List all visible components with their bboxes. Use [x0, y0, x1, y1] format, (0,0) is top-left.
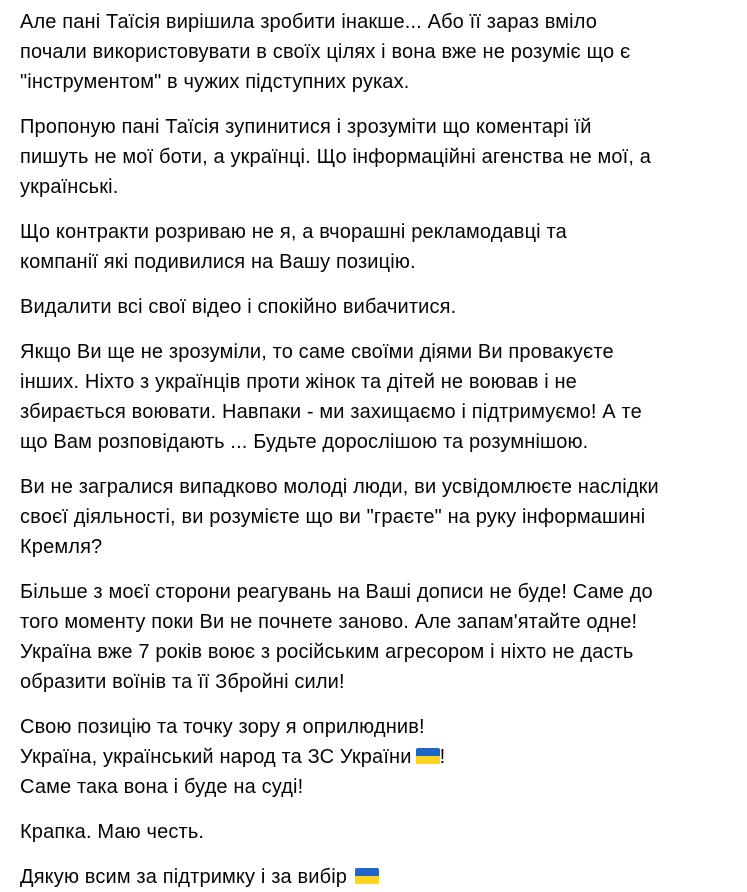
text-line: що Вам розповідають ... Будьте дорослішою та розумнішою.	[20, 431, 589, 453]
text-line: образити воїнів та її Збройні сили!	[20, 671, 345, 693]
text-line: інших. Ніхто з українців проти жінок та дітей не воював і не	[20, 371, 577, 393]
text-line: Видалити всі свої відео і спокійно вибачитися.	[20, 296, 457, 318]
text-line: Свою позицію та точку зору я оприлюднив!	[20, 716, 425, 738]
text-line: українські.	[20, 176, 119, 198]
text-line: Якщо Ви ще не зрозуміли, то саме своїми діями Ви провакуєте	[20, 341, 614, 363]
text-line-with-flag	[20, 862, 729, 892]
text-line: Україна вже 7 років воює з російським агресором і ніхто не дасть	[20, 641, 634, 663]
text-line: почали використовувати в своїх цілях і вона вже не розуміє що є	[20, 41, 631, 63]
paragraph-7	[20, 577, 729, 697]
paragraph-10	[20, 862, 729, 892]
text-line: того моменту поки Ви не почнете заново. Але запам'ятайте одне!	[20, 611, 638, 633]
text-line: Що контракти розриваю не я, а вчорашні рекламодавці та	[20, 221, 567, 243]
paragraph-4	[20, 292, 729, 322]
text-line: Саме така вона і буде на суді!	[20, 776, 304, 798]
paragraph-6	[20, 472, 729, 562]
text-line: Крапка. Маю честь.	[20, 821, 205, 843]
text-line: Пропоную пані Таїсія зупинитися і зрозуміти що коментарі їй	[20, 116, 592, 138]
text-line: Але пані Таїсія вирішила зробити інакше... Або її зараз вміло	[20, 11, 598, 33]
text-line: компанії які подивилися на Вашу позицію.	[20, 251, 416, 273]
text-line: пишуть не мої боти, а українці. Що інформаційні агенства не мої, а	[20, 146, 652, 168]
paragraph-5	[20, 337, 729, 457]
paragraph-1	[20, 7, 729, 97]
text-segment: !	[439, 746, 446, 768]
text-line: Кремля?	[20, 536, 103, 558]
flag-blue-stripe	[355, 868, 379, 876]
text-line-with-flag	[20, 742, 729, 772]
text-segment: Дякую всим за підтримку і за вибір	[20, 866, 348, 888]
paragraph-2	[20, 112, 729, 202]
paragraph-3	[20, 217, 729, 277]
text-line: своєї діяльності, ви розумієте що ви "граєте" на руку інформашині	[20, 506, 646, 528]
ukraine-flag-icon	[355, 868, 379, 884]
ukraine-flag-icon	[416, 748, 440, 764]
flag-blue-stripe	[416, 748, 440, 756]
text-segment: Україна, український народ та ЗС України	[20, 746, 412, 768]
text-line: Ви не загралися випадково молоді люди, ви усвідомлюєте наслідки	[20, 476, 659, 498]
flag-yellow-stripe	[355, 876, 379, 884]
paragraph-8	[20, 712, 729, 802]
text-line: "інструментом" в чужих підступних руках.	[20, 71, 410, 93]
flag-yellow-stripe	[416, 756, 440, 764]
text-line: збирається воювати. Навпаки - ми захищаємо і підтримуємо! А те	[20, 401, 642, 423]
text-line: Більше з моєї сторони реагувань на Ваші дописи не буде! Саме до	[20, 581, 653, 603]
